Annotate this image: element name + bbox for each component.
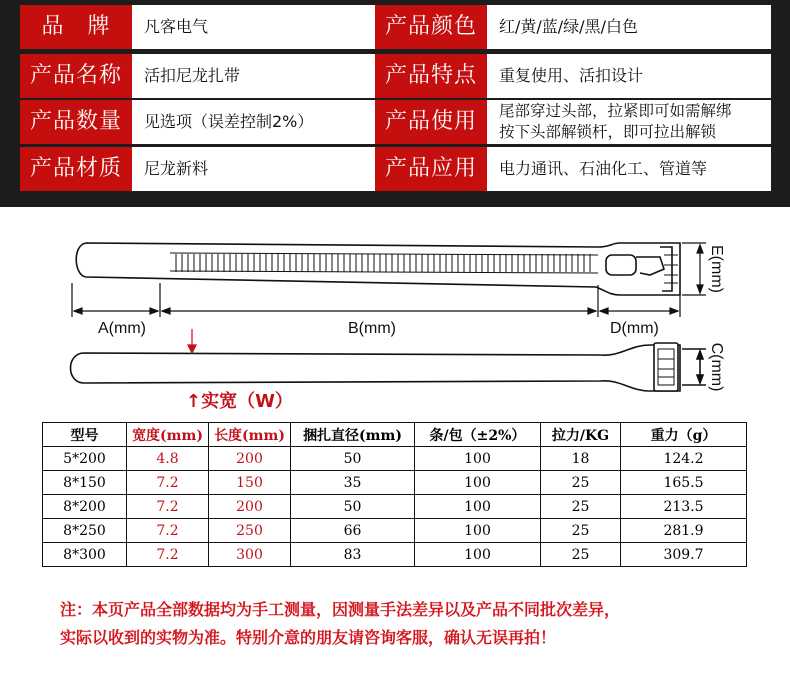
cable-tie-diagram bbox=[0, 225, 790, 415]
width-arrow bbox=[188, 329, 196, 353]
info-label: 产品材质 bbox=[20, 147, 132, 191]
table-cell: 8*250 bbox=[43, 519, 127, 543]
dim-label-e: E(mm) bbox=[708, 245, 725, 293]
table-cell: 18 bbox=[541, 447, 621, 471]
product-info-panel bbox=[0, 0, 790, 207]
cable-tie-top-view bbox=[71, 343, 707, 391]
table-cell: 25 bbox=[541, 543, 621, 567]
dim-label-b: B(mm) bbox=[348, 320, 396, 337]
table-row bbox=[43, 543, 747, 567]
table-row bbox=[43, 495, 747, 519]
table-cell: 8*300 bbox=[43, 543, 127, 567]
table-cell: 165.5 bbox=[621, 471, 747, 495]
table-cell: 25 bbox=[541, 519, 621, 543]
table-cell: 213.5 bbox=[621, 495, 747, 519]
table-cell: 200 bbox=[209, 495, 291, 519]
table-cell: 8*200 bbox=[43, 495, 127, 519]
table-cell: 35 bbox=[291, 471, 415, 495]
table-cell: 100 bbox=[415, 495, 541, 519]
table-cell: 281.9 bbox=[621, 519, 747, 543]
col-length: 长度(mm) bbox=[209, 423, 291, 447]
table-cell: 100 bbox=[415, 519, 541, 543]
table-cell: 100 bbox=[415, 447, 541, 471]
table-cell: 309.7 bbox=[621, 543, 747, 567]
width-label: ↑实宽（W） bbox=[186, 391, 293, 412]
table-cell: 4.8 bbox=[127, 447, 209, 471]
table-header-row bbox=[43, 423, 747, 447]
info-label: 产品颜色 bbox=[375, 5, 487, 49]
table-cell: 300 bbox=[209, 543, 291, 567]
table-cell: 25 bbox=[541, 471, 621, 495]
info-value: 红/黄/蓝/绿/黑/白色 bbox=[487, 5, 771, 49]
info-value: 见选项（误差控制2%） bbox=[132, 100, 375, 144]
info-label: 产品应用 bbox=[375, 147, 487, 191]
info-value: 尼龙新料 bbox=[132, 147, 375, 191]
info-value: 凡客电气 bbox=[132, 5, 375, 49]
info-value: 活扣尼龙扎带 bbox=[132, 54, 375, 98]
info-label: 品 牌 bbox=[20, 5, 132, 49]
cable-tie-side-view bbox=[76, 243, 680, 295]
col-pack: 条/包（±2%） bbox=[415, 423, 541, 447]
table-cell: 8*150 bbox=[43, 471, 127, 495]
info-row bbox=[0, 54, 790, 98]
dim-label-d: D(mm) bbox=[610, 320, 659, 337]
table-cell: 25 bbox=[541, 495, 621, 519]
info-value: 电力通讯、石油化工、管道等 bbox=[487, 147, 771, 191]
dim-label-c: C(mm) bbox=[708, 342, 725, 392]
table-cell: 7.2 bbox=[127, 519, 209, 543]
col-model: 型号 bbox=[43, 423, 127, 447]
note-line-2: 实际以收到的实物为准。特别介意的朋友请咨询客服，确认无误再拍！ bbox=[60, 628, 557, 647]
info-row bbox=[0, 5, 790, 49]
table-cell: 200 bbox=[209, 447, 291, 471]
table-cell: 124.2 bbox=[621, 447, 747, 471]
table-cell: 7.2 bbox=[127, 495, 209, 519]
table-cell: 50 bbox=[291, 447, 415, 471]
info-label: 产品使用 bbox=[375, 100, 487, 144]
table-cell: 83 bbox=[291, 543, 415, 567]
table-cell: 100 bbox=[415, 543, 541, 567]
col-bundle-diameter: 捆扎直径(mm) bbox=[291, 423, 415, 447]
table-cell: 50 bbox=[291, 495, 415, 519]
table-cell: 250 bbox=[209, 519, 291, 543]
note-line-1: 注：本页产品全部数据均为手工测量，因测量手法差异以及产品不同批次差异， bbox=[60, 600, 621, 619]
table-cell: 7.2 bbox=[127, 543, 209, 567]
col-width: 宽度(mm) bbox=[127, 423, 209, 447]
table-cell: 5*200 bbox=[43, 447, 127, 471]
table-row bbox=[43, 519, 747, 543]
table-cell: 150 bbox=[209, 471, 291, 495]
info-value-multiline bbox=[487, 100, 771, 144]
info-label: 产品特点 bbox=[375, 54, 487, 98]
dim-label-a: A(mm) bbox=[98, 320, 146, 337]
col-weight: 重力（g） bbox=[621, 423, 747, 447]
table-cell: 7.2 bbox=[127, 471, 209, 495]
table-cell: 100 bbox=[415, 471, 541, 495]
table-row bbox=[43, 471, 747, 495]
table-row bbox=[43, 447, 747, 471]
info-row bbox=[0, 147, 790, 191]
info-row bbox=[0, 100, 790, 144]
info-label: 产品名称 bbox=[20, 54, 132, 98]
col-tension: 拉力/KG bbox=[541, 423, 621, 447]
info-value: 重复使用、活扣设计 bbox=[487, 54, 771, 98]
spec-table bbox=[42, 422, 747, 567]
disclaimer-note bbox=[60, 596, 620, 652]
usage-line-1: 尾部穿过头部，拉紧即可如需解绑 bbox=[499, 102, 732, 120]
usage-line-2: 按下头部解锁杆，即可拉出解锁 bbox=[499, 123, 717, 141]
table-cell: 66 bbox=[291, 519, 415, 543]
info-label: 产品数量 bbox=[20, 100, 132, 144]
